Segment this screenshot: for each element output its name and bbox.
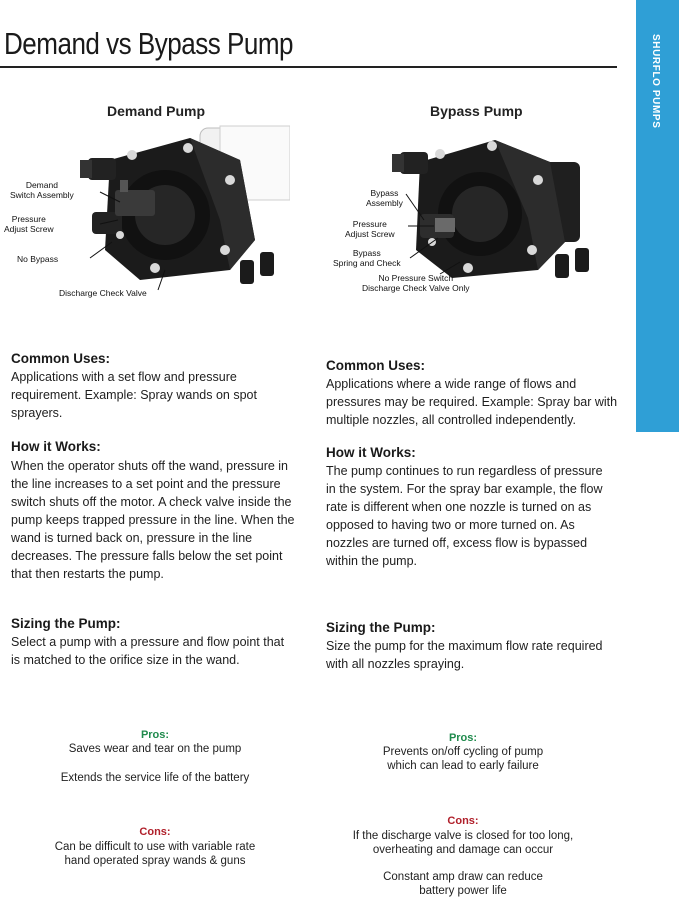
demand-pros-heading: Pros: <box>140 729 170 741</box>
bypass-works-heading: How it Works: <box>326 445 416 460</box>
demand-works-text: When the operator shuts off the wand, pressure in the line increases to a set point and the pressure switch shuts off the motor. A check valve inside the pump keeps trapped pressure in the line. When the wand is turned back on, pressure in the line decreases. The pressure falls below the set point that then restarts the pump. <box>11 459 295 581</box>
demand-uses-text: Applications with a set flow and pressure requirement. Example: Spray wands on spot sprayers. <box>11 370 257 420</box>
bypass-callout-spring: Bypass Spring and Check <box>333 248 401 268</box>
bypass-cons-heading: Cons: <box>447 815 479 827</box>
page-title: Demand vs Bypass Pump <box>4 26 294 61</box>
bypass-callout-assembly: Bypass Assembly <box>366 188 403 208</box>
demand-pro-item: Extends the service life of the battery <box>60 772 250 784</box>
bypass-pros-heading: Pros: <box>448 732 478 744</box>
demand-pump-illustration <box>70 120 290 295</box>
bypass-figure-title: Bypass Pump <box>430 103 523 119</box>
demand-callout-switch: Demand Switch Assembly <box>10 180 74 200</box>
bypass-uses-text: Applications where a wide range of flows and pressures may be required. Example: Spray bar with multiple nozzles, all controlled independently. <box>326 377 618 427</box>
title-divider <box>0 66 617 68</box>
demand-pro-item: Saves wear and tear on the pump <box>68 743 242 755</box>
demand-con-item: Can be difficult to use with variable rate hand operated spray wands & guns <box>54 841 256 867</box>
demand-cons-heading: Cons: <box>139 826 171 838</box>
demand-works-heading: How it Works: <box>11 439 101 454</box>
demand-figure-title: Demand Pump <box>107 103 206 119</box>
demand-callout-check: Discharge Check Valve <box>59 288 147 298</box>
bypass-works-text: The pump continues to run regardless of pressure in the system. For the spray bar example, the flow rate is different when one nozzle is turned on as opposed to having two or more turned on. As nozzles are turned off, excess flow is bypassed within the pump. <box>326 464 603 568</box>
bypass-con-item: If the discharge valve is closed for too long, overheating and damage can occur <box>352 830 574 856</box>
bypass-uses-heading: Common Uses: <box>326 358 426 373</box>
bypass-pro-item: Prevents on/off cycling of pump which can lead to early failure <box>382 746 544 772</box>
bypass-sizing-text: Size the pump for the maximum flow rate required with all nozzles spraying. <box>326 639 603 671</box>
bypass-con-item: Constant amp draw can reduce battery power life <box>383 871 543 897</box>
bypass-pump-illustration <box>380 122 600 292</box>
side-tab-label: SHURFLO PUMPS <box>650 34 661 129</box>
demand-callout-adjust: Pressure Adjust Screw <box>4 214 54 234</box>
bypass-callout-noswitch: No Pressure Switch Discharge Check Valve Only <box>362 273 470 293</box>
side-tab-label-box <box>636 0 679 150</box>
bypass-sizing-heading: Sizing the Pump: <box>326 620 436 635</box>
demand-uses-heading: Common Uses: <box>11 351 111 366</box>
demand-sizing-heading: Sizing the Pump: <box>11 616 121 631</box>
demand-sizing-text: Select a pump with a pressure and flow point that is matched to the orifice size in the wand. <box>11 635 285 667</box>
demand-callout-bypass: No Bypass <box>17 254 59 264</box>
bypass-callout-adjust: Pressure Adjust Screw <box>345 219 395 239</box>
